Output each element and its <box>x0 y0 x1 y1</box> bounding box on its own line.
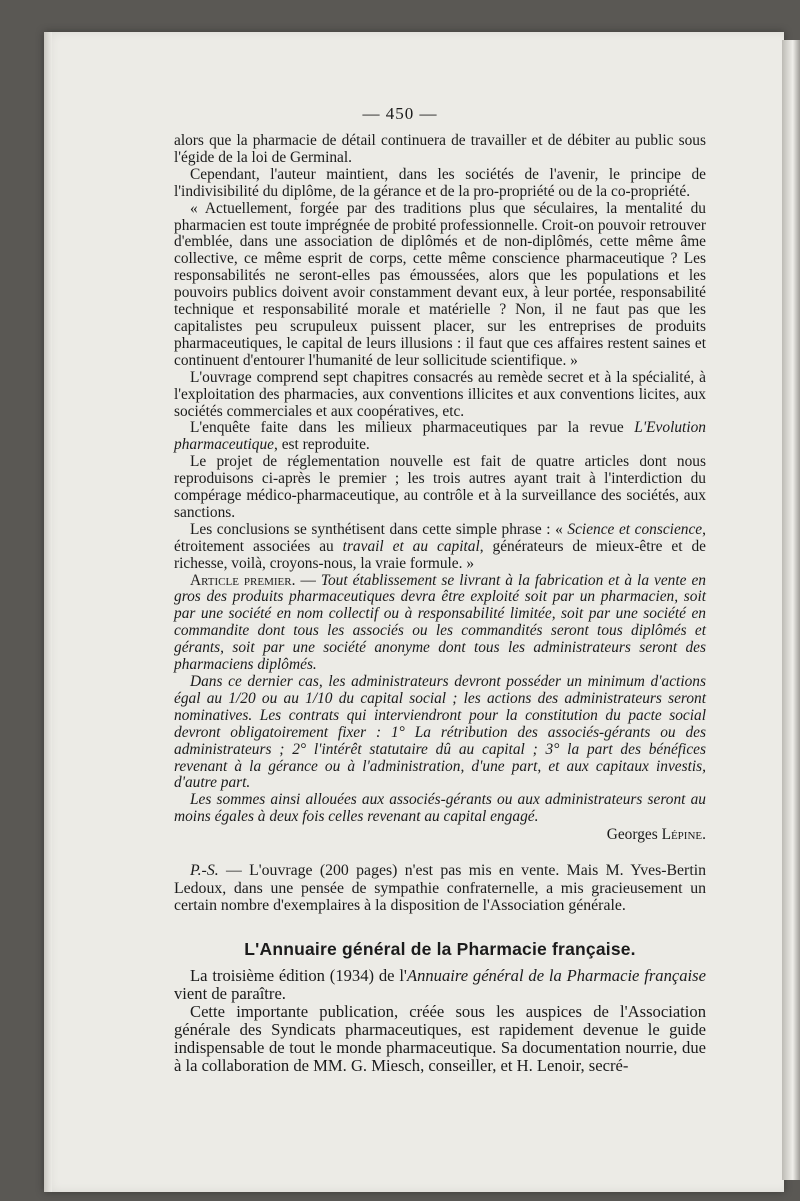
page-number: — 450 — <box>362 104 438 123</box>
article-paragraph <box>174 573 706 674</box>
paragraph: Cette importante publication, créée sous les auspices de l'Association générale des Syndicats pharmaceutiques, est rapidement devenue le guide indispensable de tout le monde pharmaceutique. Sa documentation nourrie, due à la collaboration de MM. G. Miesch, conseiller, et H. Lenoir, secré- <box>174 1001 706 1075</box>
text-run: , générateurs de mieux-être et de richesse, voilà, croyons-nous, la vraie formule. » <box>174 537 706 572</box>
page-edge-stack <box>782 40 800 1180</box>
text-run: L'enquête faite dans les milieux pharmaceutiques par la revue <box>190 419 635 437</box>
publication-title: Annuaire général de la Pharmacie française <box>406 965 706 985</box>
page-body <box>174 133 706 1075</box>
page-gutter-shadow <box>44 32 52 1192</box>
text-run: Les conclusions se synthétisent dans cette simple phrase : « <box>190 520 568 538</box>
section-title: L'Annuaire général de la Pharmacie française. <box>244 938 636 959</box>
paragraph: L'ouvrage comprend sept chapitres consacrés au remède secret et à la spécialité, à l'exploitation des pharmacies, aux conventions illicites et aux conventions licites, aux sociétés commerciales et aux coopératives, etc. <box>174 368 706 420</box>
paragraph: Le projet de réglementation nouvelle est fait de quatre articles dont nous reproduisons ci-après le premier ; les trois autres ayant trait à l'interdiction du compérage médico-pharmaceutique, au contrôle et à la surveillance des sociétés, aux sanctions. <box>174 453 706 521</box>
signature-last-name: Lépine <box>661 826 703 844</box>
postscript-label: P.-S. <box>190 862 219 880</box>
text-run: , étroitement associées au <box>174 520 706 555</box>
article-label: Article premier. <box>190 571 296 589</box>
paragraph <box>174 420 706 454</box>
journal-title: L'Evolution pharmaceutique <box>174 419 706 454</box>
quoted-paragraph: « Actuellement, forgée par des traditions plus que séculaires, la mentalité du pharmacien est toute imprégnée de probité professionnelle. Croit-on pouvoir retrouver d'emblée, dans une association de diplômés et de non-diplômés, cette même âme collective, ce même esprit de corps, cette même conscience pharmaceutique ? Les responsabilités ne seront-elles pas émoussées, alors que les populations et les pouvoirs publics doivent avoir constamment devant eux, à leur portée, responsabilité technique et responsabilité morale et matérielle ? Non, il ne faut pas que les capitalistes peu scrupuleux puissent placer, sur les entreprises de produits pharmaceutiques, le capital de leurs illusions : il faut que ces affaires restent saines et continuent d'entourer l'humanité de leur sollicitude scientifique. » <box>174 199 706 369</box>
signature-first-name: Georges <box>606 826 662 844</box>
text-run: — L'ouvrage (200 pages) n'est pas mis en vente. Mais M. Yves-Bertin Ledoux, dans une pensée de sympathie confraternelle, a mis gracieusement un certain nombre d'exemplaires à la disposition de l'Association générale. <box>174 862 706 915</box>
text-run: . <box>702 826 706 844</box>
text-run: , est reproduite. <box>274 436 370 454</box>
signature <box>174 827 706 844</box>
emphasis: Science et conscience <box>567 520 703 538</box>
text-run: — <box>295 571 321 589</box>
postscript <box>174 862 706 915</box>
paragraph <box>174 522 706 573</box>
text-run: La troisième édition (1934) de l' <box>190 965 407 985</box>
article-paragraph: Les sommes ainsi allouées aux associés-gérants ou aux administrateurs seront au moins égales à deux fois celles revenant au capital engagé. <box>174 791 706 826</box>
text-run: vient de paraître. <box>174 983 286 1003</box>
paragraph: Cependant, l'auteur maintient, dans les sociétés de l'avenir, le principe de l'indivisibilité du diplôme, de la gérance et de la pro-propriété ou de la co-propriété. <box>174 165 706 200</box>
emphasis: travail et au capital <box>342 537 480 555</box>
paragraph <box>174 967 706 1003</box>
paragraph: alors que la pharmacie de détail continuera de travailler et de débiter au public sous l'égide de la loi de Germinal. <box>174 132 706 166</box>
article-paragraph: Dans ce dernier cas, les administrateurs devront posséder un minimum d'actions égal au 1/20 ou au 1/10 du capital social ; les actions des administrateurs seront nominatives. Les contrats qui interviendront pour la constitution du pacte social devront obligatoirement fixer : 1° La rétribution des associés-gérants ou des administrateurs ; 2° l'intérêt statutaire dû au capital ; 3° la part des bénéfices revenant à la gérance ou à l'administration, d'une part, et aux capitaux investis, d'autre part. <box>174 673 706 792</box>
article-text: Tout établissement se livrant à la fabrication et à la vente en gros des produits pharmaceutiques devra être exploité soit par un pharmacien, soit par une société en nom collectif ou à responsabilité limitée, soit par une société en commandite dont tous les associés ou les commandités seront tous diplômés et gérants, soit par une société anonyme dont tous les administrateurs seront des pharmaciens diplômés. <box>174 571 706 674</box>
